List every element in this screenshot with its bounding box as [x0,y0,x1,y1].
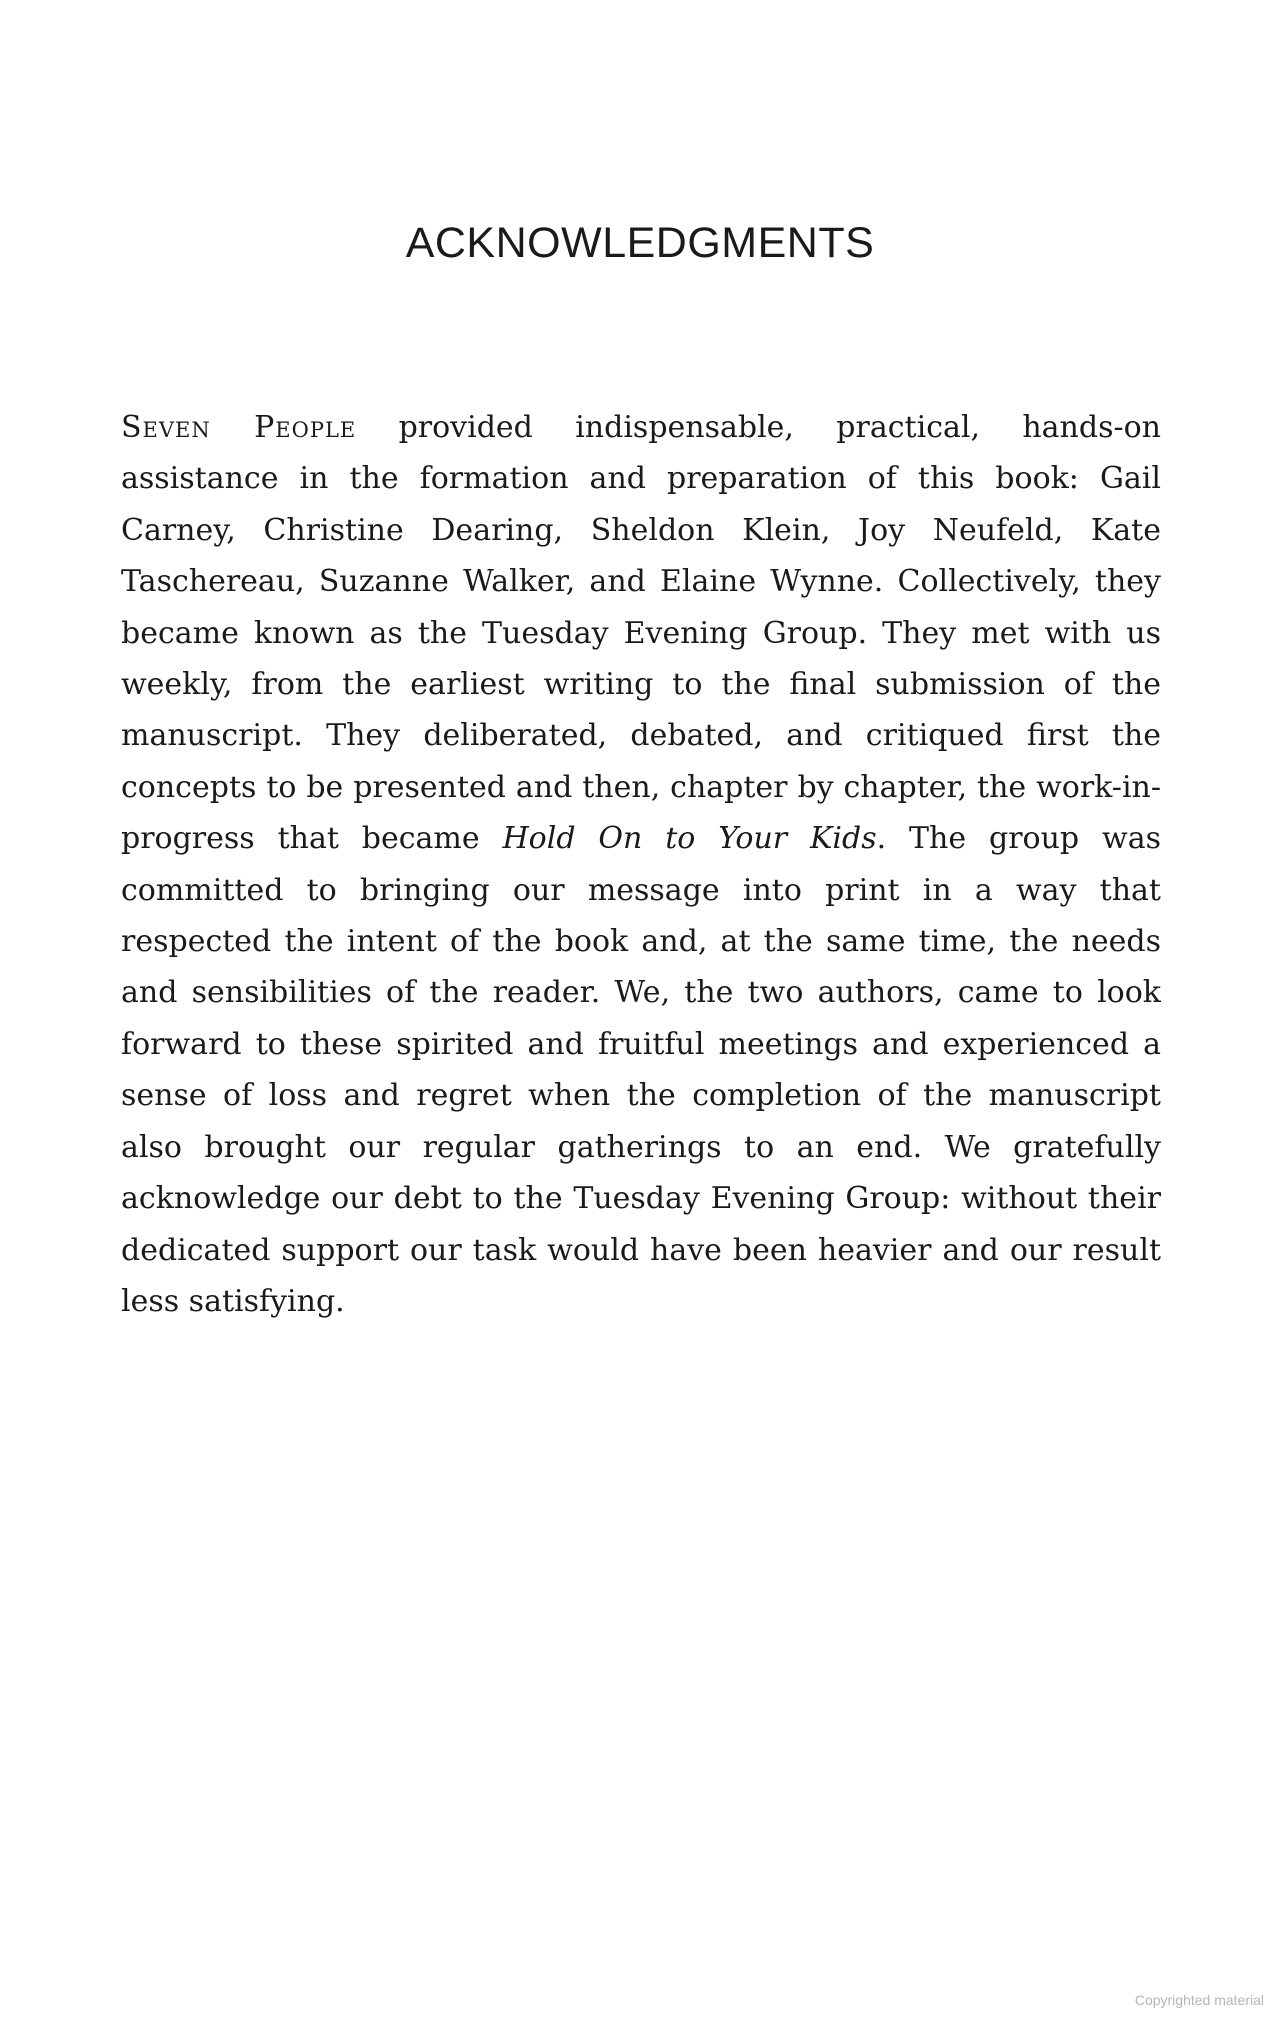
book-title-italic: Hold On to Your Kids [502,821,877,857]
acknowledgments-paragraph [121,402,1161,1327]
paragraph-text-part-2: . The group was committed to bringing our message into print in a way that respected the intent of the book and, at the same time, the needs and sensibilities of the reader. We, the two authors, came to look forward to these spirited and fruitful meetings and experienced a sense of loss and regret when the completion of the manuscript also brought our regular gatherings to an end. We gratefully acknowledge our debt to the Tuesday Evening Group: without their dedicated support our task would have been heavier and our result less satisfying. [121,821,1161,1319]
lead-in-smallcaps: Seven People [121,410,357,445]
page-title: ACKNOWLEDGMENTS [405,219,875,267]
copyright-watermark: Copyrighted material [1134,1992,1264,2008]
paragraph-text-part-1: provided indispensable, practical, hands-on assistance in the formation and preparation of this book: Gail Carney, Christine Dearing, Sheldon Klein, Joy Neufeld, Kate Taschereau, Suzanne Walker, and Elaine Wynne. Collectively, they became known as the Tuesday Evening Group. They met with us weekly, from the earliest writing to the final submission of the manuscript. They deliberated, debated, and critiqued first the concepts to be presented and then, chapter by chapter, the work-in-progress that became [121,410,1161,857]
